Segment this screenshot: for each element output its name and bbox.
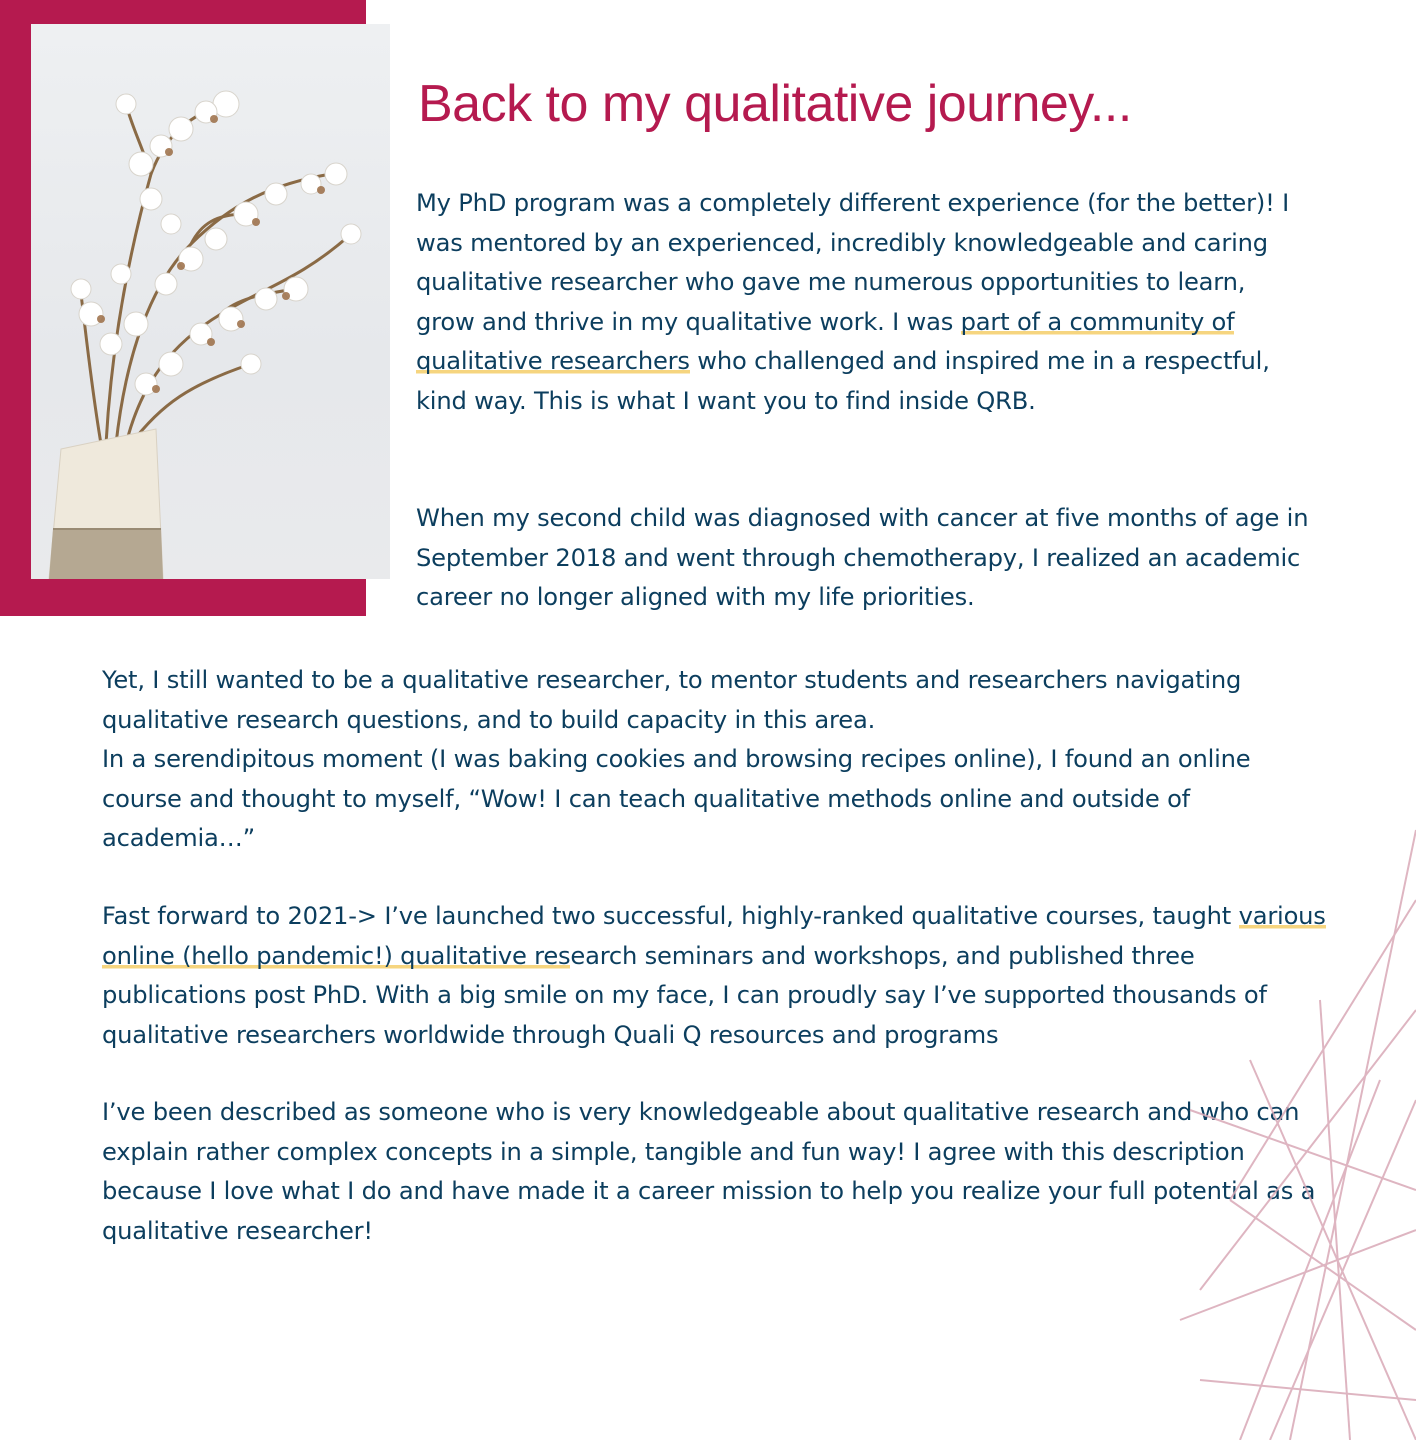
- cotton-flower-vase-photo: [31, 24, 390, 579]
- paragraph-line: In a serendipitous moment (I was baking cookies and browsing recipes online), I found an online course and thought to myself, “Wow! I can teach qualitative methods online and outside of academia…”: [102, 745, 1251, 852]
- paragraph-phd-program: [416, 184, 1296, 421]
- paragraph-diagnosis: When my second child was diagnosed with cancer at five months of age in September 2018 and went through chemotherapy, I realized an academic career no longer aligned with my life priorities.: [416, 504, 1309, 611]
- paragraph-text: My PhD program was a completely different experience (for the better)! I was mentored by an experienced, incredibly knowledgeable and caring qualitative researcher who gave me numerous opportunities to learn, grow and thrive in my qualitative work. I was: [416, 189, 1290, 336]
- cotton-flower-illustration: [31, 24, 390, 579]
- paragraph-described-as: I’ve been described as someone who is very knowledgeable about qualitative research and who can explain rather complex concepts in a simple, tangible and fun way! I agree with this description because I love what I do and have made it a career mission to help you realize your full potential as a qualitative researcher!: [102, 1098, 1316, 1245]
- paragraph-text: who challenged and inspired me in a respectful, kind way. This is what I want you to find inside QRB.: [416, 347, 1270, 415]
- paragraph-text: Fast forward to 2021-> I’ve launched two successful, highly-ranked qualitative courses, taught: [102, 902, 1239, 930]
- page-title: Back to my qualitative journey...: [418, 75, 1132, 133]
- paragraph-still-researcher: [102, 661, 1332, 859]
- highlighted-phrase: part of a community of qualitative researchers: [416, 307, 1235, 375]
- paragraph-line: Yet, I still wanted to be a qualitative researcher, to mentor students and researchers navigating qualitative research questions, and to build capacity in this area.: [102, 666, 1242, 734]
- paragraph-text: earch seminars and workshops, and published three publications post PhD. With a big smile on my face, I can proudly say I’ve supported thousands of qualitative researchers worldwide through Quali Q resources and programs: [102, 941, 1267, 1049]
- paragraph-fast-forward: [102, 897, 1332, 1055]
- highlighted-phrase: various online (hello pandemic!) qualitative res: [102, 902, 1326, 970]
